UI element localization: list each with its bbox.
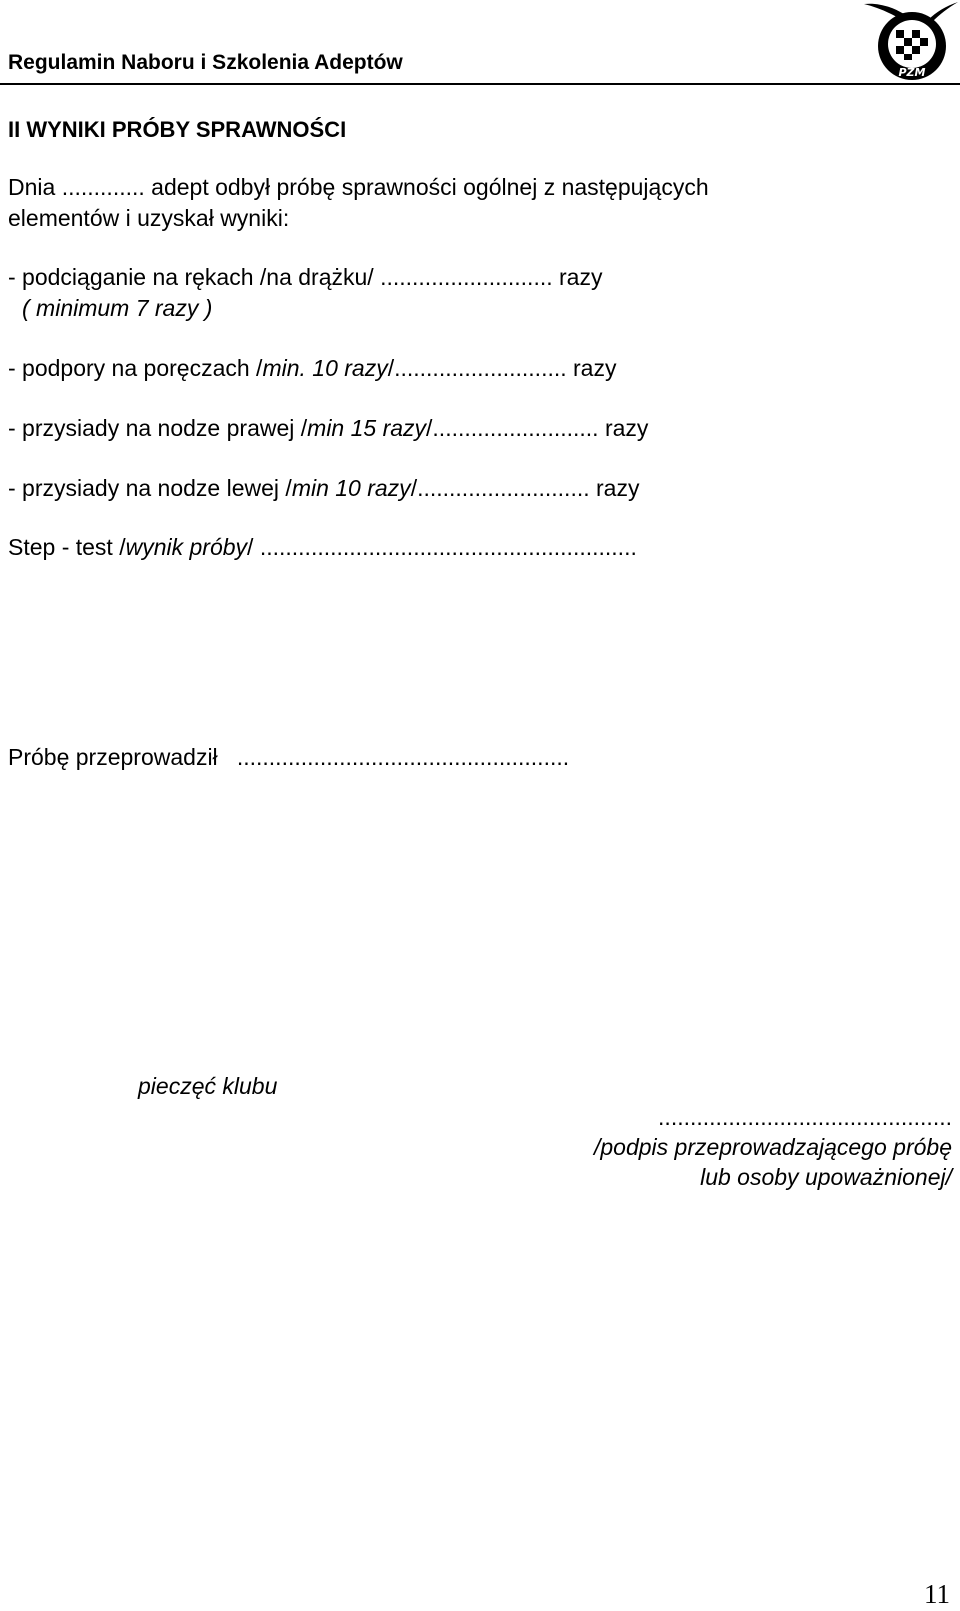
result-item-label: Step - test / xyxy=(8,534,126,560)
conducted-by-line xyxy=(8,742,569,773)
signature-caption-line-2: lub osoby upoważnionej/ xyxy=(700,1164,952,1190)
intro-line-1: Dnia ............. adept odbył próbę sprawności ogólnej z następujących xyxy=(8,174,709,200)
result-item-squats-left xyxy=(8,473,639,504)
result-item-label: - przysiady na nodze lewej / xyxy=(8,475,292,501)
club-stamp-label: pieczęć klubu xyxy=(138,1073,278,1099)
result-item-minimum: min 15 razy xyxy=(307,415,427,441)
result-item-note: ( minimum 7 razy ) xyxy=(22,295,213,321)
result-item-minimum: min 10 razy xyxy=(291,475,411,501)
section-title: II WYNIKI PRÓBY SPRAWNOŚCI xyxy=(8,117,347,142)
result-item-minimum: min. 10 razy xyxy=(262,355,388,381)
result-item-label: - podpory na poręczach / xyxy=(8,355,263,381)
result-item-squats-right xyxy=(8,413,648,444)
pzm-logo xyxy=(862,0,960,85)
result-item-label: - podciąganie na rękach /na drążku/ xyxy=(8,264,381,290)
result-item-minimum: wynik próby xyxy=(125,534,248,560)
result-item-step-test xyxy=(8,532,637,563)
result-item-label: - przysiady na nodze prawej / xyxy=(8,415,308,441)
svg-text:PZM: PZM xyxy=(898,66,926,79)
header-divider xyxy=(0,83,960,85)
result-item-blank: /........................... razy xyxy=(387,355,617,381)
result-item-blank: /.......................... razy xyxy=(426,415,649,441)
result-item-blank: ........................... razy xyxy=(380,264,603,290)
result-item-pull-ups xyxy=(8,262,602,293)
result-item-blank: /........................... razy xyxy=(410,475,640,501)
result-item-dips xyxy=(8,353,616,384)
conducted-by-label: Próbę przeprowadził xyxy=(8,744,218,770)
intro-line-2: elementów i uzyskał wyniki: xyxy=(8,205,290,231)
signature-caption-line-1: /podpis przeprowadzającego próbę xyxy=(593,1134,952,1160)
page-number: 11 xyxy=(924,1579,950,1609)
conducted-by-blank: .................................................... xyxy=(236,744,570,770)
signature-blank: .............................................. xyxy=(658,1104,952,1130)
document-header-title: Regulamin Naboru i Szkolenia Adeptów xyxy=(8,51,403,74)
result-item-blank: / ........................................................... xyxy=(247,534,637,560)
